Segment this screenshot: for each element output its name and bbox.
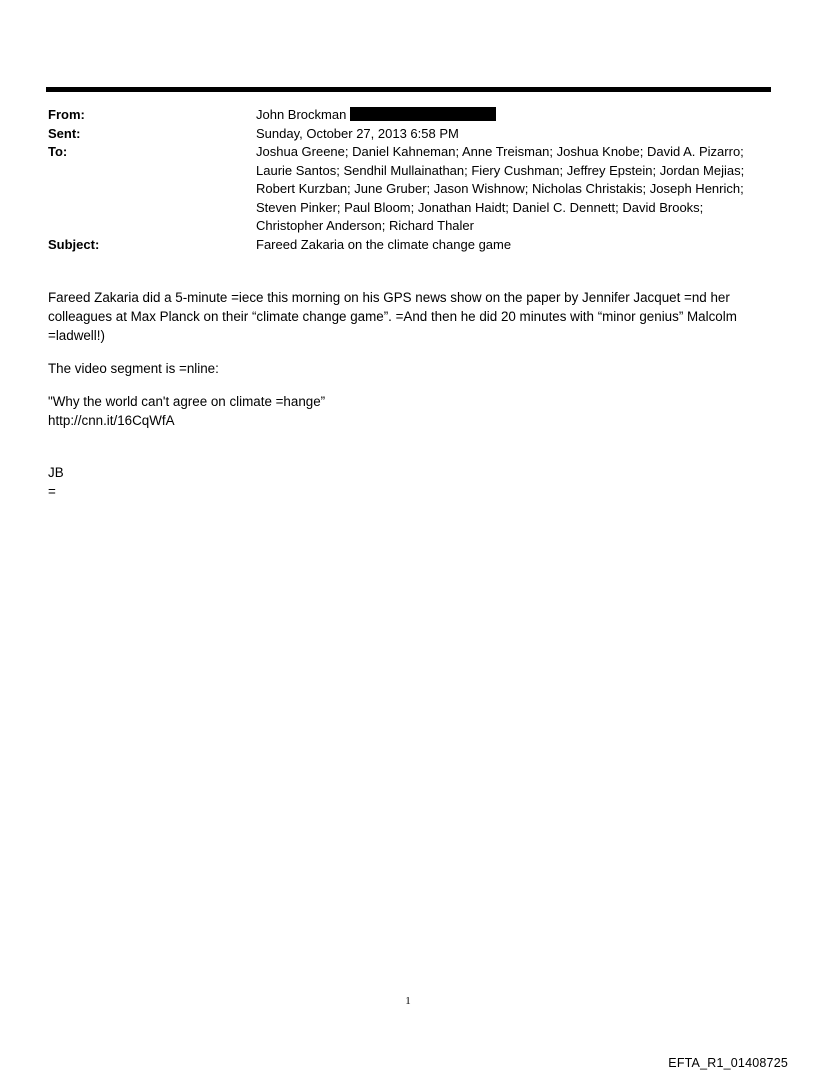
subject-label: Subject:	[48, 236, 100, 252]
to-label: To:	[48, 144, 68, 159]
to-row	[48, 143, 768, 236]
email-header	[48, 106, 768, 254]
sender-name: John Brockman	[256, 107, 347, 122]
sent-row	[48, 125, 768, 144]
body-paragraph: Fareed Zakaria did a 5-minute =iece this morning on his GPS news show on the paper by Jennifer Jacquet =nd her colleagues at Max Planck on their “climate change game”. =And then he did 20 minutes with “minor genius” Malcolm =ladwell!)	[48, 290, 737, 343]
recipient-list: Joshua Greene; Daniel Kahneman; Anne Treisman; Joshua Knobe; David A. Pizarro; Laurie Santos; Sendhil Mullainathan; Fiery Cushman; Jeffrey Epstein; Jordan Mejias; Robert Kurzban; June Gruber; Jason Wishnow; Nicholas Christakis; Joseph Henrich; Steven Pinker; Paul Bloom; Jonathan Haidt; Daniel C. Dennett; David Brooks; Christopher Anderson; Richard Thaler	[256, 144, 745, 233]
sent-label: Sent:	[48, 125, 81, 141]
email-body	[48, 288, 768, 501]
sent-value: Sunday, October 27, 2013 6:58 PM	[256, 125, 459, 141]
bates-number: EFTA_R1_01408725	[668, 1056, 788, 1070]
from-value	[256, 106, 768, 125]
subject-row	[48, 236, 768, 255]
body-paragraph: The video segment is =nline:	[48, 361, 219, 376]
page-number: 1	[405, 995, 411, 1007]
redaction-block	[350, 107, 496, 121]
video-link[interactable]: http://cnn.it/16CqWfA	[48, 413, 175, 428]
header-divider	[46, 87, 771, 92]
video-title: "Why the world can't agree on climate =hange”	[48, 394, 326, 409]
signature: JB	[48, 465, 64, 480]
from-label: From:	[48, 107, 85, 122]
from-row	[48, 106, 768, 125]
body-trailer: =	[48, 484, 56, 499]
subject-value: Fareed Zakaria on the climate change game	[256, 236, 512, 252]
